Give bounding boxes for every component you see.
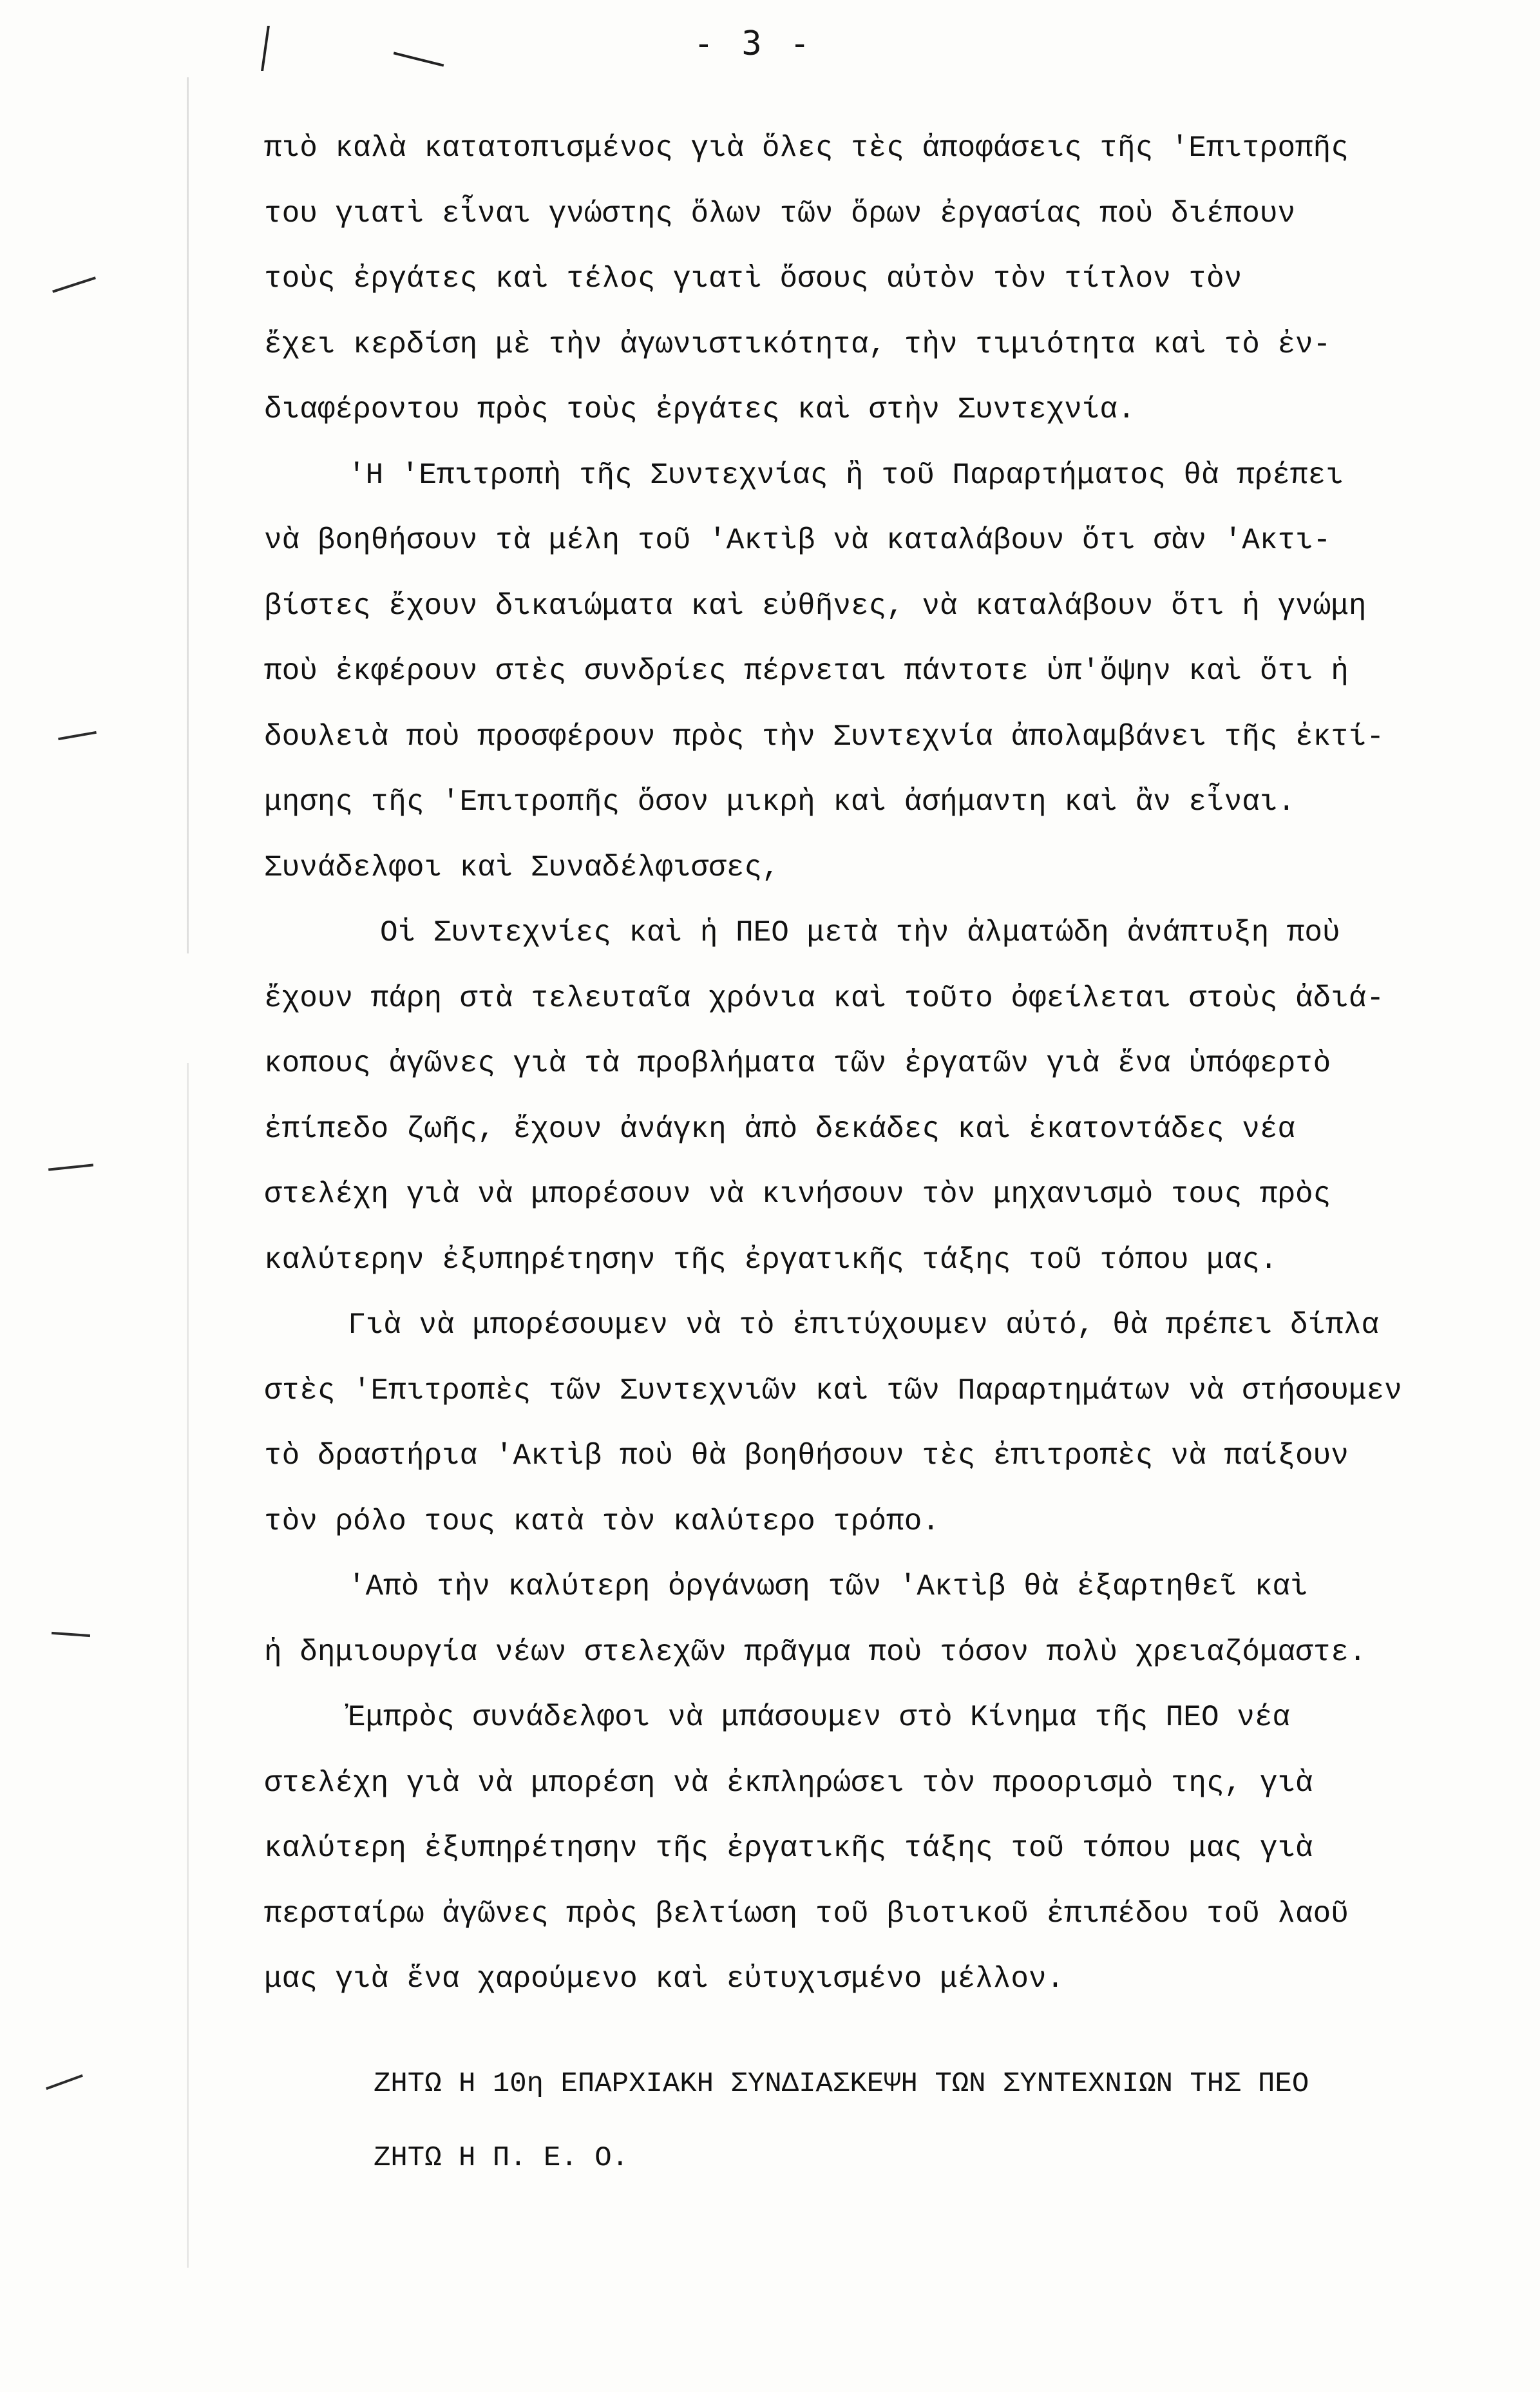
margin-mark: [58, 731, 97, 740]
text-line: κοπους ἀγῶνες γιὰ τὰ προβλήματα τῶν ἐργατῶν γιὰ ἕνα ὑπόφερτὸ: [264, 1047, 1331, 1080]
scan-margin-line: [187, 77, 189, 2268]
text-line: Συνάδελφοι καὶ Συναδέλφισσες,: [264, 850, 780, 885]
text-line: του γιατὶ εἶναι γνώστης ὅλων τῶν ὅρων ἐργασίας ποὺ διέπουν: [264, 196, 1296, 231]
text-line: τὸν ρόλο τους κατὰ τὸν καλύτερο τρόπο.: [264, 1504, 940, 1538]
text-line: 'Η 'Επιτροπὴ τῆς Συντεχνίας ἢ τοῦ Παραρτήματος θὰ πρέπει: [348, 458, 1344, 492]
text-line: καλύτερην ἐξυπηρέτησην τῆς ἐργατικῆς τάξης τοῦ τόπου μας.: [264, 1243, 1278, 1277]
text-line: δουλειὰ ποὺ προσφέρουν πρὸς τὴν Συντεχνία ἀπολαμβάνει τῆς ἐκτί-: [264, 720, 1385, 754]
text-line: τοὺς ἐργάτες καὶ τέλος γιατὶ ὅσους αὐτὸν τὸν τίτλον τὸν: [264, 262, 1242, 296]
text-line: ἔχει κερδίση μὲ τὴν ἀγωνιστικότητα, τὴν τιμιότητα καὶ τὸ ἐν-: [264, 327, 1331, 361]
text-line: ποὺ ἐκφέρουν στὲς συνδρίες πέρνεται πάντοτε ὑπ'ὄψην καὶ ὅτι ἡ: [264, 655, 1349, 688]
text-line: στελέχη γιὰ νὰ μπορέση νὰ ἐκπληρώσει τὸν προορισμὸ της, γιὰ: [264, 1766, 1313, 1800]
closing-slogan-conference: ΖΗΤΩ Η 10η ΕΠΑΡΧΙΑΚΗ ΣΥΝΔΙΑΣΚΕΨΗ ΤΩΝ ΣΥΝΤΕΧΝΙΩΝ ΤΗΣ ΠΕΟ: [374, 2068, 1309, 2100]
text-line: μας γιὰ ἕνα χαρούμενο καὶ εὐτυχισμένο μέλλον.: [264, 1962, 1065, 1996]
scan-corner-mark: [261, 26, 278, 71]
text-line: νὰ βοηθήσουν τὰ μέλη τοῦ 'Ακτὶβ νὰ καταλάβουν ὅτι σὰν 'Ακτι-: [264, 524, 1331, 557]
text-line: περσταίρω ἀγῶνες πρὸς βελτίωση τοῦ βιοτικοῦ ἐπιπέδου τοῦ λαοῦ: [264, 1897, 1349, 1931]
closing-slogan-peo: ΖΗΤΩ Η Π. Ε. Ο.: [374, 2142, 629, 2174]
text-line: στελέχη γιὰ νὰ μπορέσουν νὰ κινήσουν τὸν μηχανισμὸ τους πρὸς: [264, 1178, 1331, 1211]
text-line: στὲς 'Επιτροπὲς τῶν Συντεχνιῶν καὶ τῶν Παραρτημάτων νὰ στήσουμεν: [264, 1373, 1402, 1408]
page-number: - 3 -: [693, 24, 814, 63]
body-text: [264, 116, 1488, 2013]
text-line: τὸ δραστήρια 'Ακτὶβ ποὺ θὰ βοηθήσουν τὲς ἐπιτροπὲς νὰ παίξουν: [264, 1439, 1349, 1473]
text-line: Ἐμπρὸς συνάδελφοι νὰ μπάσουμεν στὸ Κίνημα τῆς ΠΕΟ νέα: [348, 1701, 1291, 1734]
text-line: ἐπίπεδο ζωῆς, ἔχουν ἀνάγκη ἀπὸ δεκάδες καὶ ἑκατοντάδες νέα: [264, 1112, 1296, 1146]
text-line: μησης τῆς 'Επιτροπῆς ὅσον μικρὴ καὶ ἀσήμαντη καὶ ἂν εἶναι.: [264, 785, 1296, 819]
text-line: ἡ δημιουργία νέων στελεχῶν πρᾶγμα ποὺ τόσον πολὺ χρειαζόμαστε.: [264, 1635, 1367, 1669]
margin-mark: [48, 1163, 93, 1171]
margin-mark: [46, 2074, 83, 2090]
margin-mark: [52, 276, 96, 292]
margin-mark: [52, 1632, 90, 1637]
text-line: 'Απὸ τὴν καλύτερη ὀργάνωση τῶν 'Ακτὶβ θὰ ἐξαρτηθεῖ καὶ: [348, 1570, 1308, 1603]
scan-corner-dash: [394, 52, 444, 66]
text-line: ἔχουν πάρη στὰ τελευταῖα χρόνια καὶ τοῦτο ὀφείλεται στοὺς ἀδιά-: [264, 981, 1385, 1015]
text-line: καλύτερη ἐξυπηρέτησην τῆς ἐργατικῆς τάξης τοῦ τόπου μας γιὰ: [264, 1832, 1313, 1865]
text-line: Οἱ Συντεχνίες καὶ ἡ ΠΕΟ μετὰ τὴν ἀλματώδη ἀνάπτυξη ποὺ: [380, 916, 1340, 950]
text-line: βίστες ἔχουν δικαιώματα καὶ εὐθῆνες, νὰ καταλάβουν ὅτι ἡ γνώμη: [264, 589, 1367, 623]
text-line: πιὸ καλὰ κατατοπισμένος γιὰ ὅλες τὲς ἀποφάσεις τῆς 'Επιτροπῆς: [264, 131, 1349, 165]
text-line: Γιὰ νὰ μπορέσουμεν νὰ τὸ ἐπιτύχουμεν αὐτό, θὰ πρέπει δίπλα: [348, 1308, 1380, 1342]
text-line: διαφέροντου πρὸς τοὺς ἐργάτες καὶ στὴν Συντεχνία.: [264, 393, 1136, 426]
